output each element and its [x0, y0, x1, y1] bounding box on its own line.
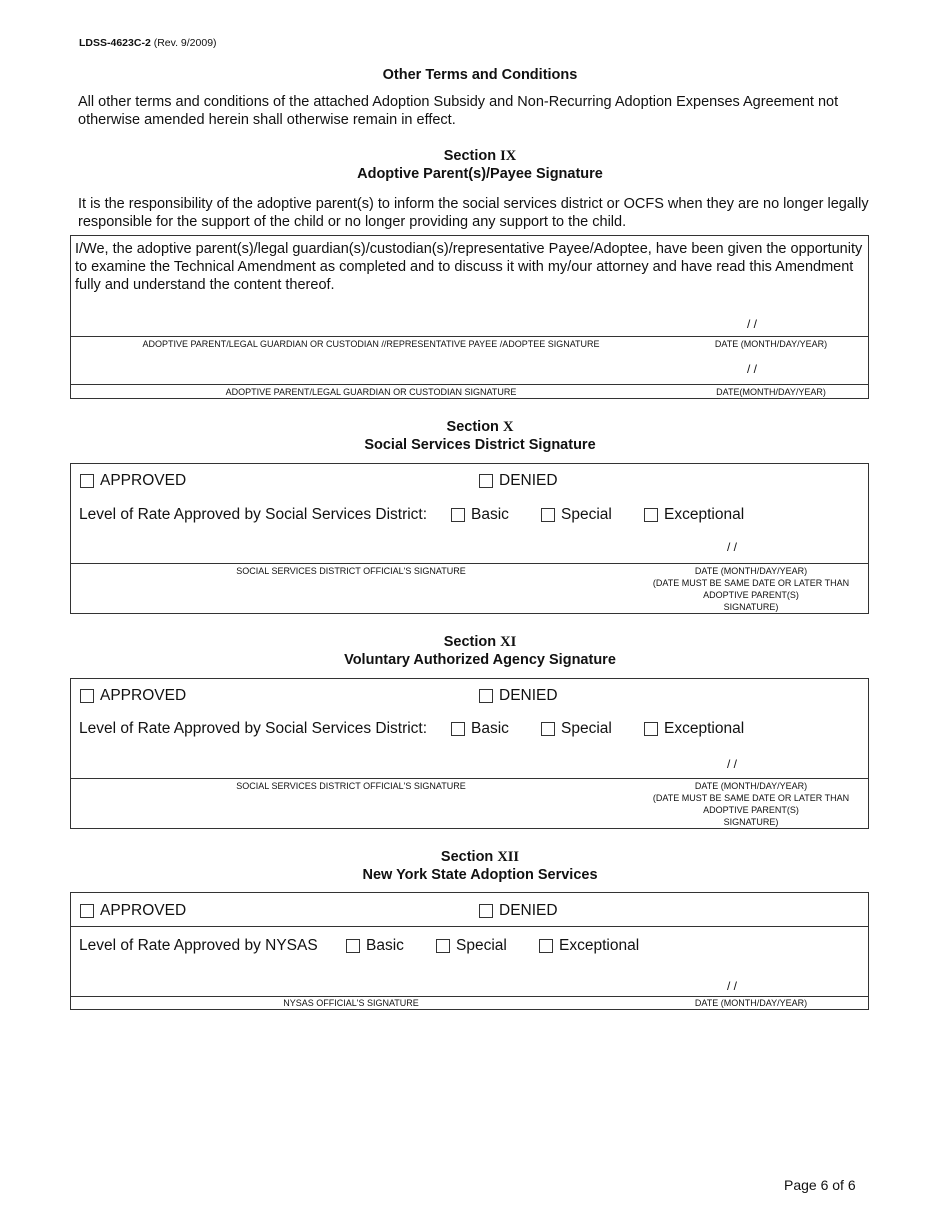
section-10-label: Section — [446, 419, 499, 435]
section-12-sig-caption: NYSAS OFFICIAL'S SIGNATURE — [283, 998, 419, 1008]
section-11-exceptional-label: Exceptional — [664, 720, 745, 737]
section-11-approved-label: APPROVED — [100, 687, 187, 704]
section-11-line — [71, 778, 868, 779]
section-11-special-option[interactable] — [541, 720, 612, 738]
section-12-numeral: XII — [497, 849, 520, 865]
section-11-basic-option[interactable] — [451, 720, 509, 738]
section-10-date-caption-3: ADOPTIVE PARENT(S) — [703, 590, 799, 600]
section-9-intro: It is the responsibility of the adoptive parent(s) to inform the social services district or OCFS when they are no longer legally responsible for the support of the child or no longer providing any support to the child. — [78, 196, 869, 230]
section-10-numeral: X — [502, 419, 514, 435]
section-12-exceptional-option[interactable] — [539, 937, 639, 955]
other-terms-body: All other terms and conditions of the attached Adoption Subsidy and Non-Recurring Adoption Expenses Agreement not otherwise amended herein shall otherwise remain in effect. — [78, 94, 839, 128]
section-12-label: Section — [440, 849, 494, 865]
section-11-denied-label: DENIED — [499, 687, 558, 704]
section-11-denied-option[interactable] — [479, 687, 558, 705]
section-12-exceptional-label: Exceptional — [559, 937, 640, 954]
section-11-date-caption-2: (DATE MUST BE SAME DATE OR LATER THAN — [652, 793, 850, 803]
section-12-heading — [0, 848, 950, 866]
section-11-approved-checkbox[interactable] — [80, 689, 94, 703]
section-11-numeral: XI — [500, 634, 517, 650]
section-11-exceptional-option[interactable] — [644, 720, 744, 738]
section-10-heading — [0, 418, 950, 436]
section-11-date-caption-3: ADOPTIVE PARENT(S) — [703, 805, 799, 815]
section-10-date-caption-4: SIGNATURE) — [723, 602, 779, 612]
section-12-basic-checkbox[interactable] — [346, 939, 360, 953]
section-12-title: New York State Adoption Services — [362, 867, 598, 883]
section-11-special-checkbox[interactable] — [541, 722, 555, 736]
form-id — [79, 37, 217, 49]
section-11-date-caption-1: DATE (MONTH/DAY/YEAR) — [694, 781, 808, 791]
section-10-approved-checkbox[interactable] — [80, 474, 94, 488]
section-10-box — [70, 463, 869, 614]
section-10-approved-label: APPROVED — [100, 472, 187, 489]
section-11-denied-checkbox[interactable] — [479, 689, 493, 703]
section-9-date2-slashes: / / — [747, 362, 758, 376]
section-12-approved-label: APPROVED — [100, 902, 187, 919]
section-12-exceptional-checkbox[interactable] — [539, 939, 553, 953]
section-9-date1-caption: DATE (MONTH/DAY/YEAR) — [714, 339, 828, 349]
section-12-box — [70, 892, 869, 1010]
section-10-special-label: Special — [561, 506, 612, 523]
section-9-numeral: IX — [500, 148, 517, 164]
section-10-basic-label: Basic — [471, 506, 509, 523]
section-9-date1-slashes: / / — [747, 317, 758, 331]
section-10-date-slashes: / / — [727, 540, 738, 554]
section-11-date-slashes: / / — [727, 757, 738, 771]
section-10-approved-option[interactable] — [80, 472, 186, 490]
section-11-rate-label: Level of Rate Approved by Social Services District: — [79, 720, 428, 737]
section-10-special-checkbox[interactable] — [541, 508, 555, 522]
section-9-statement: I/We, the adoptive parent(s)/legal guardian(s)/custodian(s)/representative Payee/Adoptee, have been given the opportunity to examine the Technical Amendment as completed and to discuss it with my/our attorney and have read this Amendment fully and understand the content thereof. — [75, 241, 863, 293]
section-9-date2-caption: DATE(MONTH/DAY/YEAR) — [716, 387, 826, 397]
section-10-basic-option[interactable] — [451, 506, 509, 524]
section-12-special-label: Special — [456, 937, 507, 954]
section-9-heading — [0, 147, 950, 165]
section-11-basic-label: Basic — [471, 720, 509, 737]
section-10-title: Social Services District Signature — [364, 437, 596, 453]
section-12-basic-label: Basic — [366, 937, 404, 954]
section-10-denied-label: DENIED — [499, 472, 558, 489]
section-10-exceptional-label: Exceptional — [664, 506, 745, 523]
section-9-line1 — [71, 336, 868, 337]
section-11-box — [70, 678, 869, 829]
section-9-sig1-caption: ADOPTIVE PARENT/LEGAL GUARDIAN OR CUSTODIAN //REPRESENTATIVE PAYEE /ADOPTEE SIGNATURE — [142, 339, 600, 349]
section-10-rate-label: Level of Rate Approved by Social Services District: — [79, 506, 428, 523]
section-10-special-option[interactable] — [541, 506, 612, 524]
section-10-exceptional-checkbox[interactable] — [644, 508, 658, 522]
section-10-sig-caption: SOCIAL SERVICES DISTRICT OFFICIAL'S SIGNATURE — [236, 566, 466, 576]
section-11-title: Voluntary Authorized Agency Signature — [344, 652, 616, 668]
section-12-special-checkbox[interactable] — [436, 939, 450, 953]
section-11-basic-checkbox[interactable] — [451, 722, 465, 736]
section-11-date-caption-4: SIGNATURE) — [723, 817, 779, 827]
section-11-sig-caption: SOCIAL SERVICES DISTRICT OFFICIAL'S SIGNATURE — [236, 781, 466, 791]
section-10-denied-option[interactable] — [479, 472, 558, 490]
section-12-approved-checkbox[interactable] — [80, 904, 94, 918]
section-10-date-caption-2: (DATE MUST BE SAME DATE OR LATER THAN — [652, 578, 850, 588]
section-10-date-caption-1: DATE (MONTH/DAY/YEAR) — [694, 566, 808, 576]
section-11-heading — [0, 633, 950, 651]
section-11-approved-option[interactable] — [80, 687, 186, 705]
section-12-date-caption: DATE (MONTH/DAY/YEAR) — [694, 998, 808, 1008]
section-10-exceptional-option[interactable] — [644, 506, 744, 524]
section-11-date-caption — [631, 780, 871, 828]
section-12-rate-label: Level of Rate Approved by NYSAS — [79, 937, 318, 954]
section-9-title: Adoptive Parent(s)/Payee Signature — [357, 166, 603, 182]
other-terms-title: Other Terms and Conditions — [382, 67, 578, 83]
section-12-denied-option[interactable] — [479, 902, 558, 920]
section-12-top-divider — [71, 926, 868, 927]
section-9-signature-box — [70, 235, 869, 399]
section-10-denied-checkbox[interactable] — [479, 474, 493, 488]
section-9-label: Section — [443, 148, 497, 164]
section-12-denied-checkbox[interactable] — [479, 904, 493, 918]
form-revision: (Rev. 9/2009) — [153, 37, 217, 49]
form-number: LDSS-4623C-2 — [79, 37, 151, 49]
section-12-approved-option[interactable] — [80, 902, 186, 920]
section-9-line2 — [71, 384, 868, 385]
section-9-sig2-caption: ADOPTIVE PARENT/LEGAL GUARDIAN OR CUSTODIAN SIGNATURE — [225, 387, 517, 397]
section-10-date-caption — [631, 565, 871, 613]
section-10-basic-checkbox[interactable] — [451, 508, 465, 522]
section-11-label: Section — [443, 634, 497, 650]
section-12-date-slashes: / / — [727, 979, 738, 993]
page-number: Page 6 of 6 — [784, 1177, 856, 1193]
section-12-basic-option[interactable] — [346, 937, 404, 955]
section-12-denied-label: DENIED — [499, 902, 558, 919]
section-12-special-option[interactable] — [436, 937, 507, 955]
section-11-exceptional-checkbox[interactable] — [644, 722, 658, 736]
section-11-special-label: Special — [561, 720, 612, 737]
section-10-line — [71, 563, 868, 564]
